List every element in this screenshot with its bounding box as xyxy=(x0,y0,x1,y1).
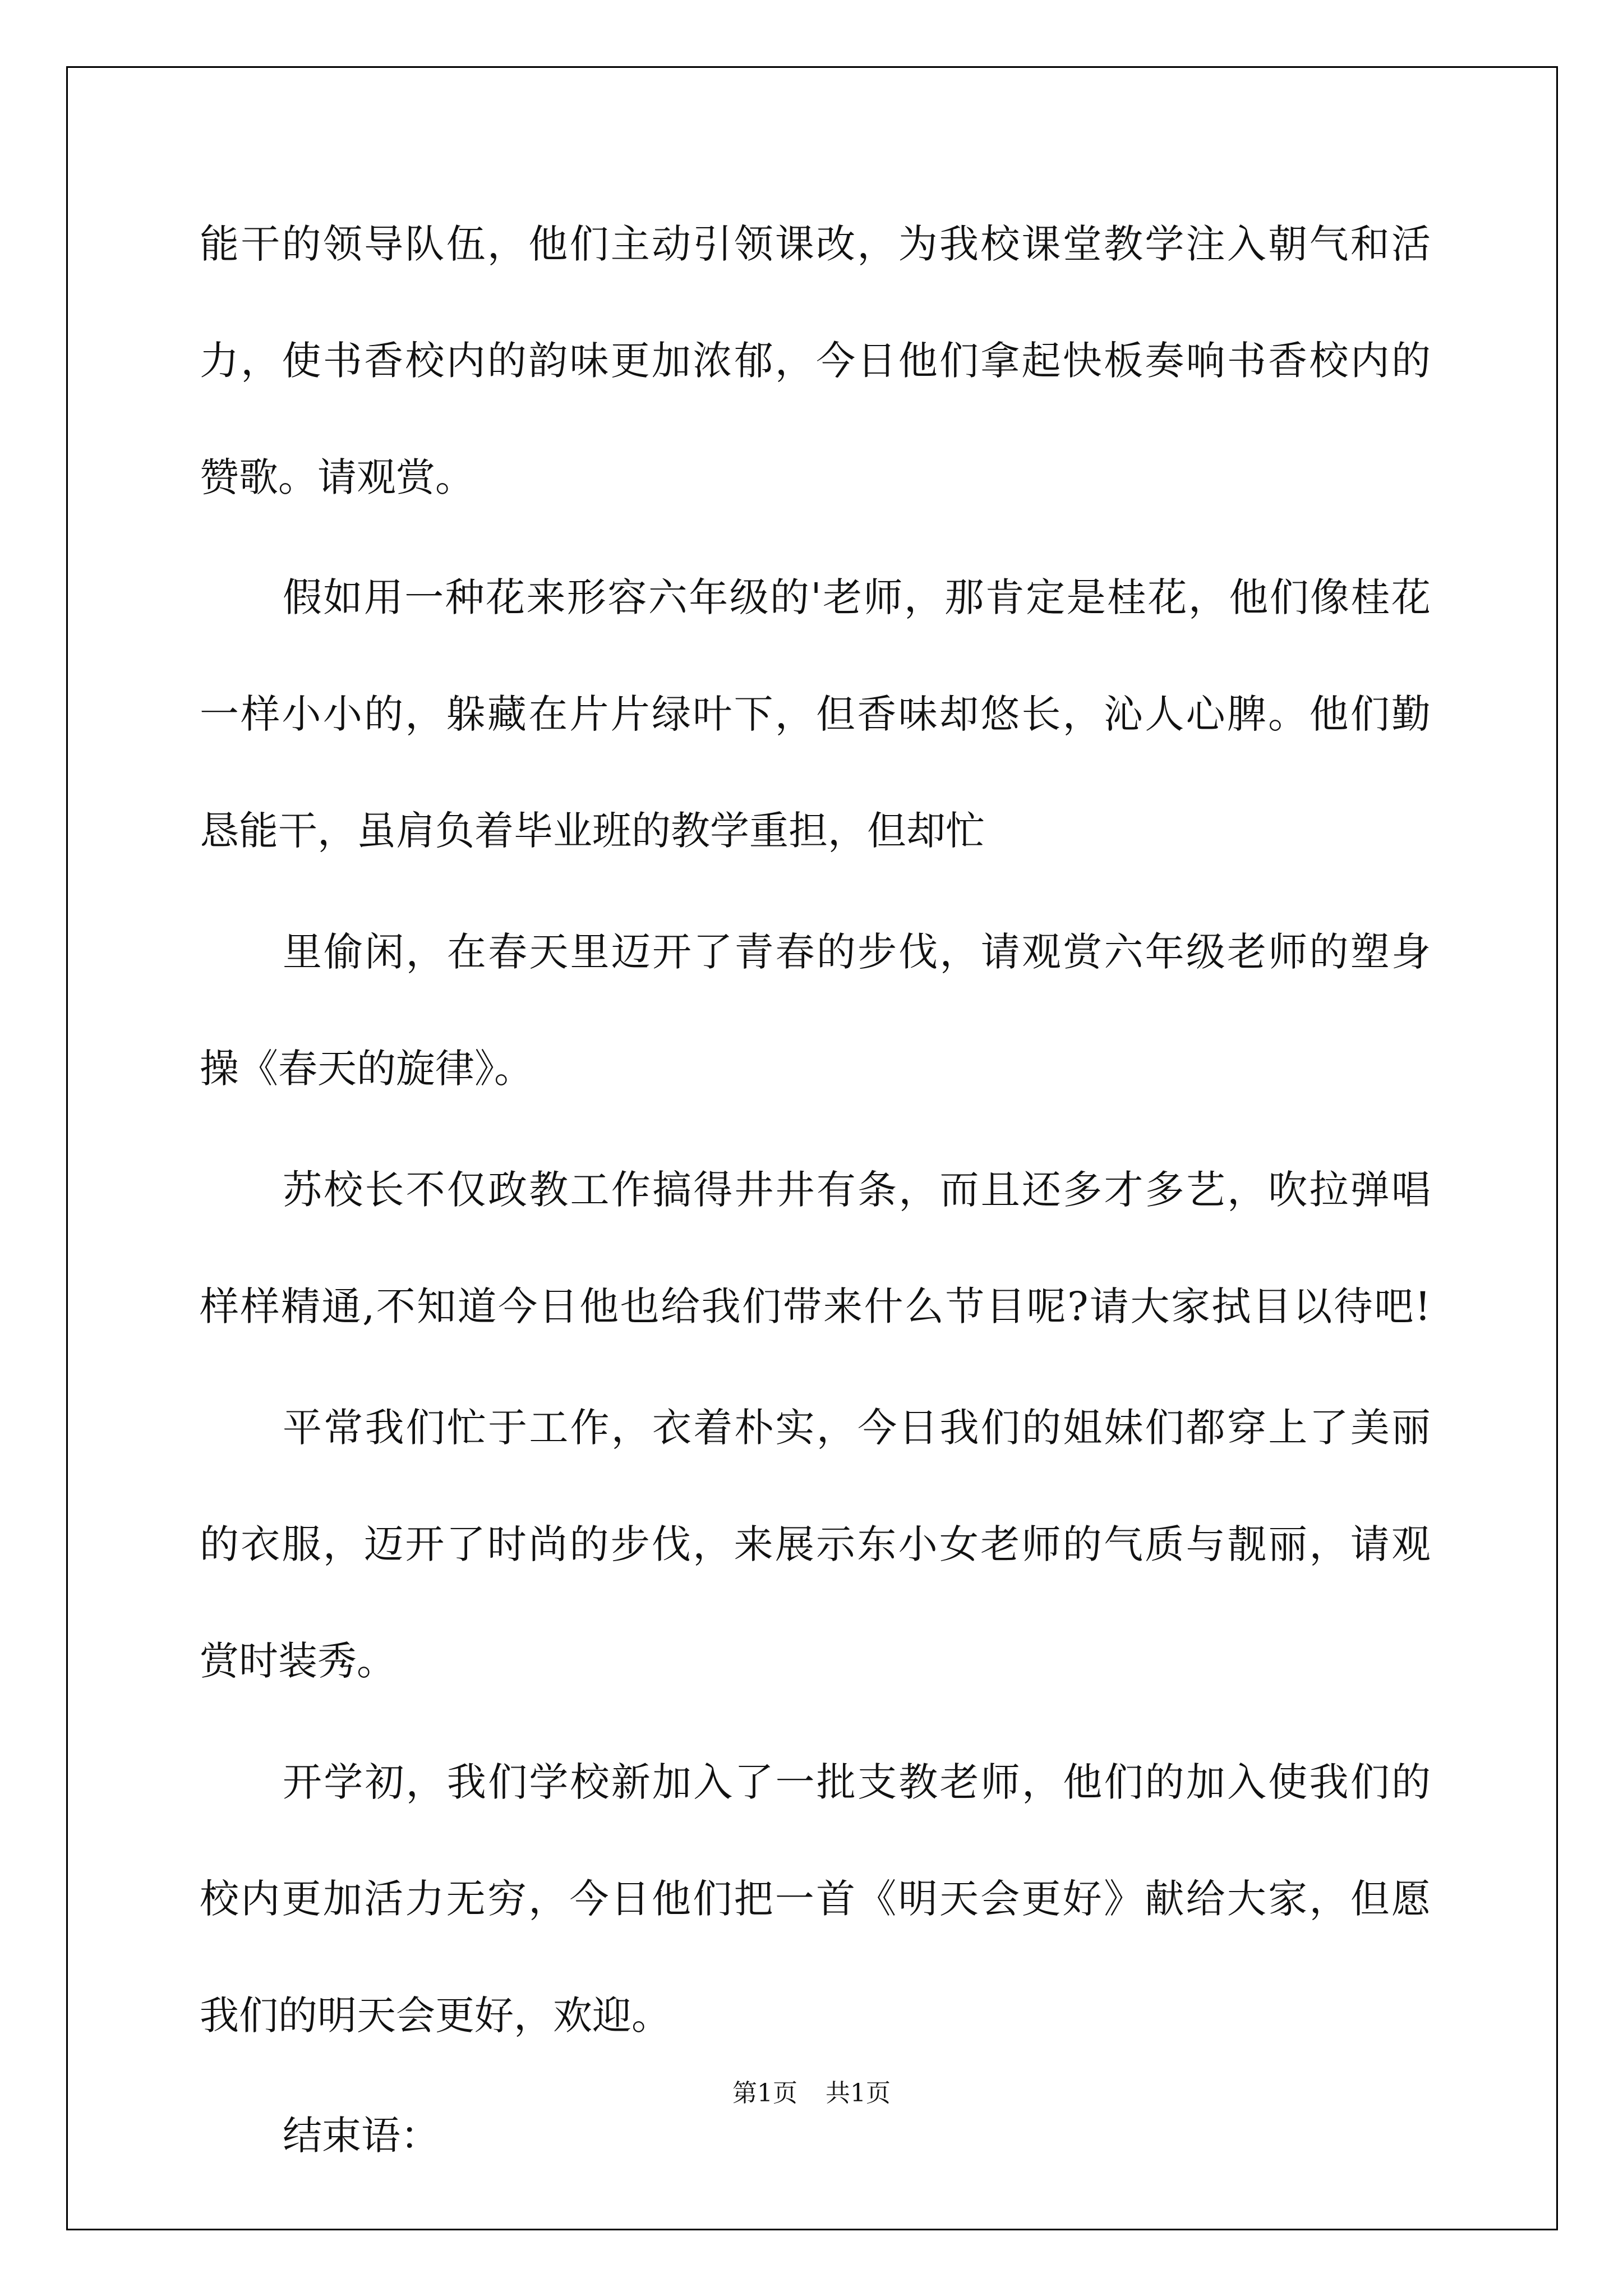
text-line: 苏校长不仅政教工作搞得井井有条，而且还多才多艺，吹拉弹唱 xyxy=(283,1167,1431,1213)
text-line: 恳能干，虽肩负着毕业班的教学重担，但却忙 xyxy=(200,808,985,854)
text-line: 开学初，我们学校新加入了一批支教老师，他们的加入使我们的 xyxy=(283,1759,1431,1805)
page-total: 共1页 xyxy=(826,2079,891,2108)
page-footer xyxy=(0,2077,1623,2110)
text-line: 样样精通,不知道今日他也给我们带来什么节目呢?请大家拭目以待吧! xyxy=(200,1283,1431,1329)
text-line: 我们的明天会更好，欢迎。 xyxy=(200,1993,671,2039)
text-line: 赏时装秀。 xyxy=(200,1638,396,1684)
page-number: 第1页 xyxy=(732,2079,797,2108)
text-line: 里偷闲，在春天里迈开了青春的步伐，请观赏六年级老师的塑身 xyxy=(283,929,1431,975)
text-line: 力，使书香校内的韵味更加浓郁，今日他们拿起快板奏响书香校内的 xyxy=(200,338,1431,384)
text-line: 操《春天的旋律》。 xyxy=(200,1046,533,1092)
text-line: 结束语： xyxy=(283,2113,440,2159)
text-line: 的衣服，迈开了时尚的步伐，来展示东小女老师的气质与靓丽，请观 xyxy=(200,1521,1431,1567)
text-line: 校内更加活力无穷，今日他们把一首《明天会更好》献给大家，但愿 xyxy=(200,1876,1431,1922)
text-line: 假如用一种花来形容六年级的'老师，那肯定是桂花，他们像桂花 xyxy=(283,574,1431,620)
text-line: 赞歌。请观赏。 xyxy=(200,454,474,500)
text-line: 平常我们忙于工作，衣着朴实，今日我们的姐妹们都穿上了美丽 xyxy=(283,1405,1431,1451)
text-line: 能干的领导队伍，他们主动引领课改，为我校课堂教学注入朝气和活 xyxy=(200,221,1431,267)
text-line: 一样小小的，躲藏在片片绿叶下，但香味却悠长，沁人心脾。他们勤 xyxy=(200,691,1431,737)
